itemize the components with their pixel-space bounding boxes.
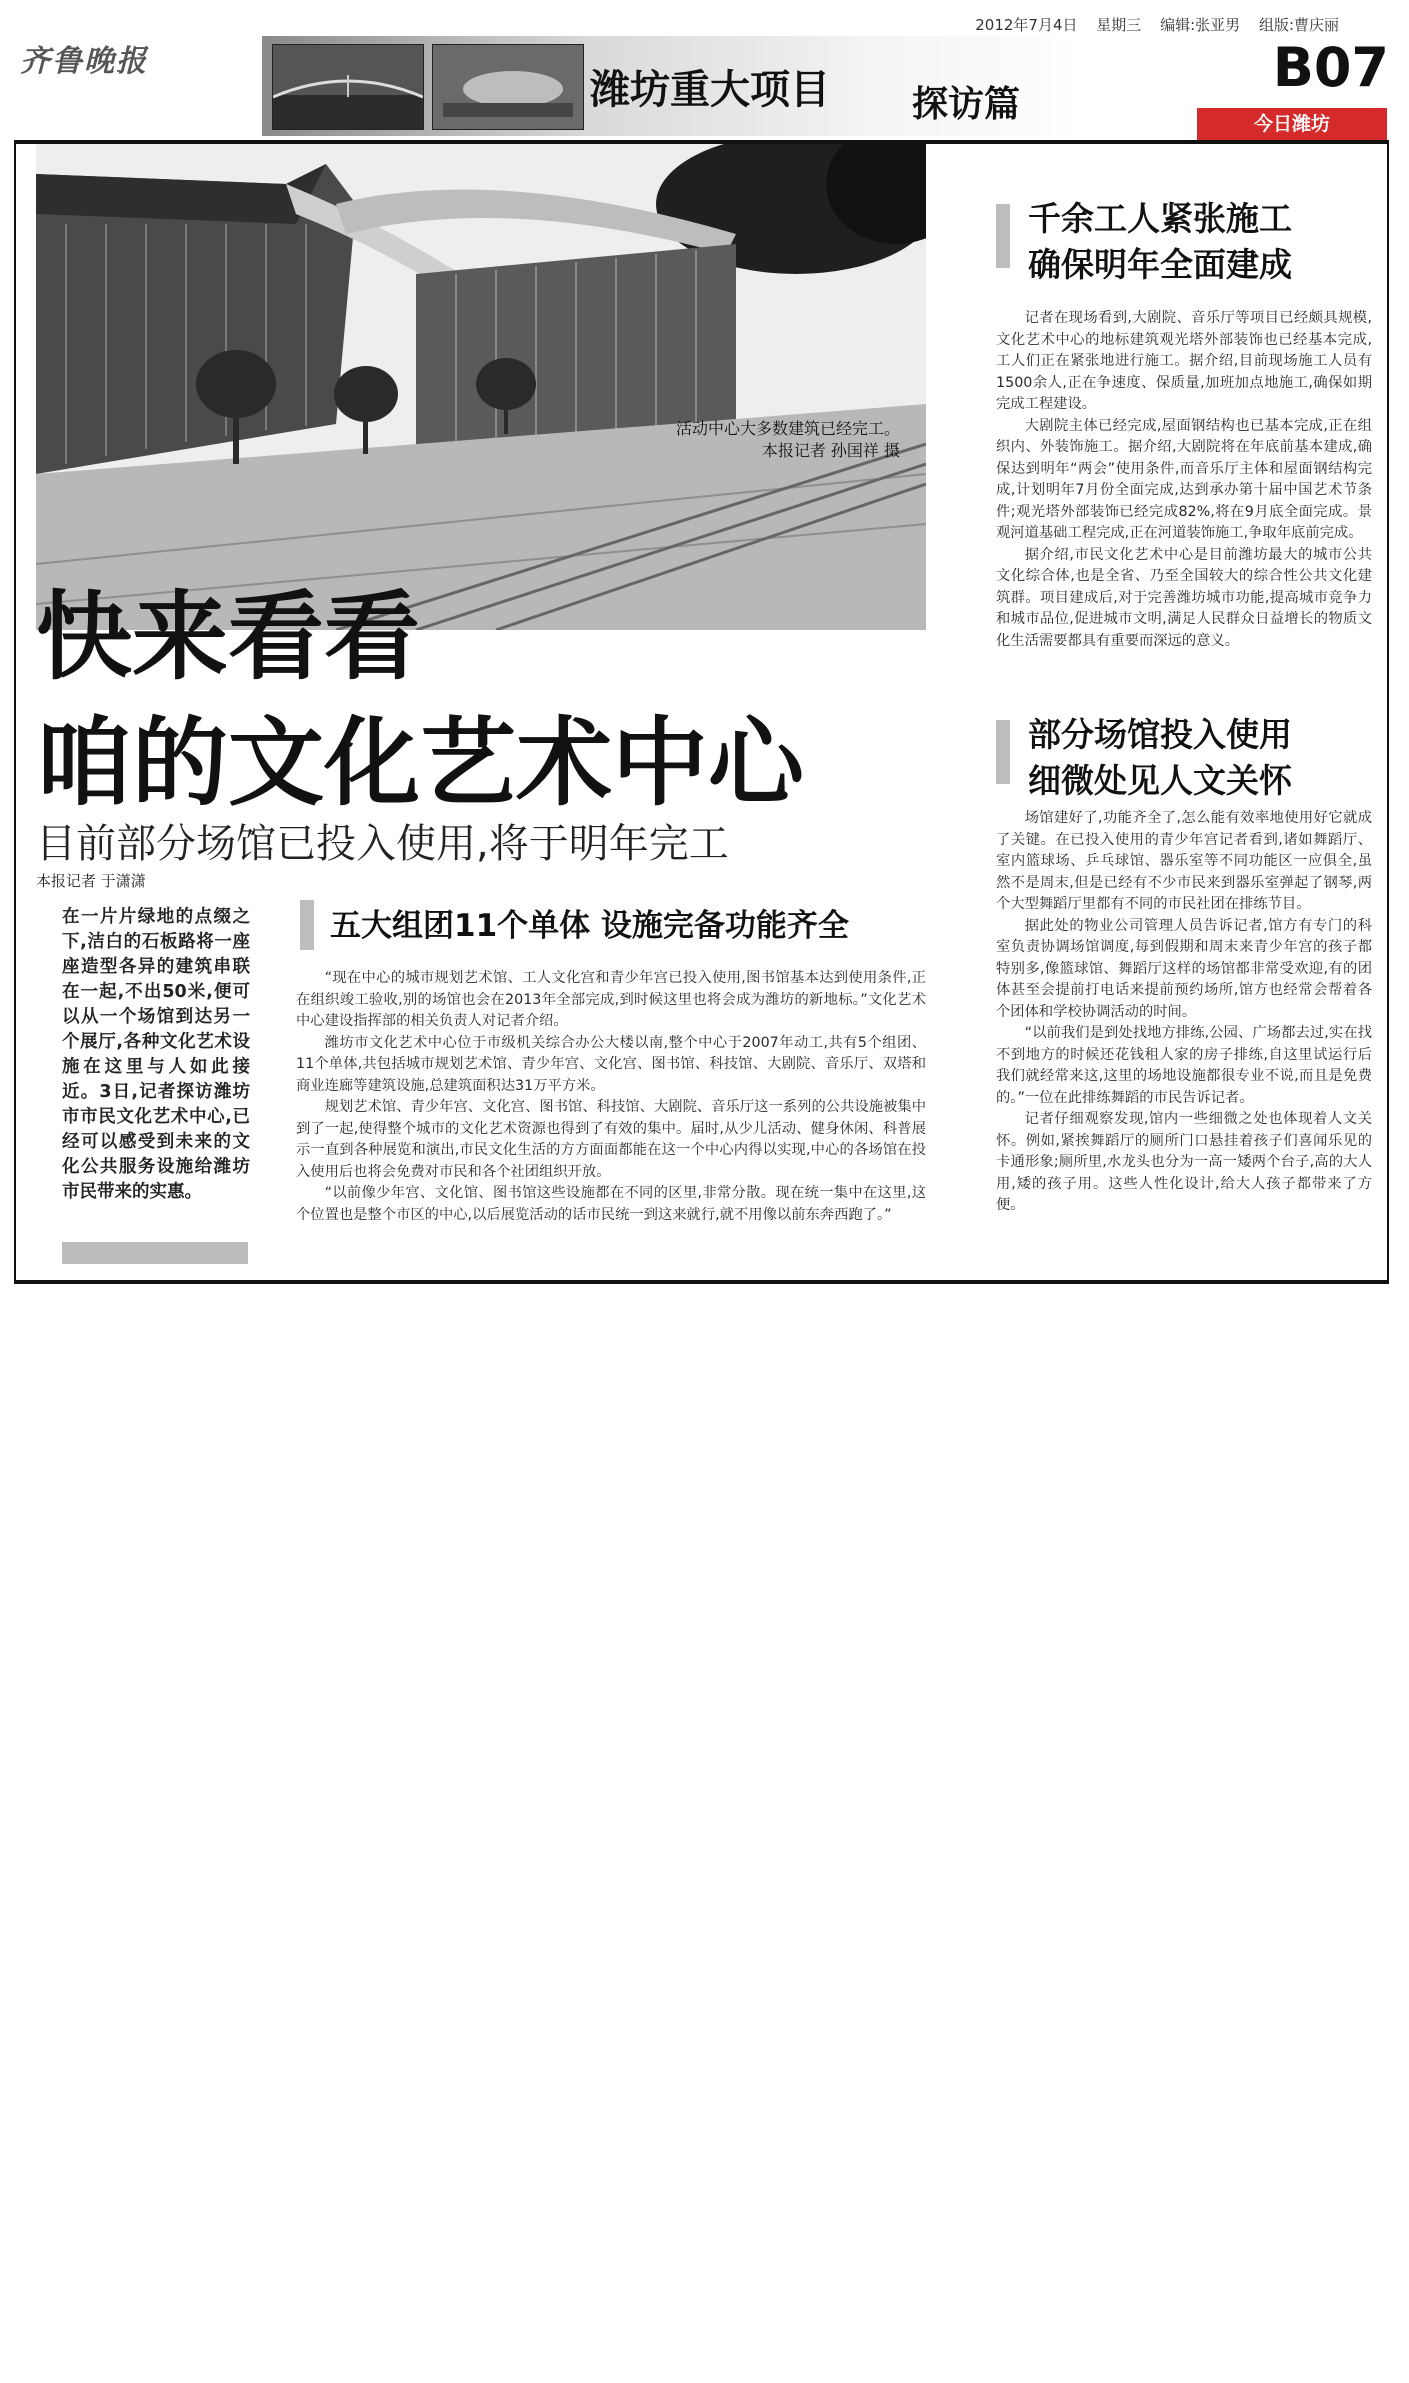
paragraph: “以前像少年宫、文化馆、图书馆这些设施都在不同的区里,非常分散。现在统一集中在这里,这个位置也是整个市区的中心,以后展览活动的话市民统一到这来就行,就不用像以前东奔西跑了。” — [296, 1185, 926, 1223]
headline-line-1: 快来看看 — [36, 581, 420, 693]
photo-caption — [676, 418, 900, 462]
section-body-mid — [296, 968, 926, 1226]
issue-weekday: 星期三 — [1096, 16, 1142, 34]
paragraph: 场馆建好了,功能齐全了,怎么能有效率地使用好它就成了关键。在已投入使用的青少年宫记者看到,诸如舞蹈厅、室内篮球场、乒乓球馆、器乐室等不同功能区一应俱全,虽然不是周末,但是已经有不少市民来到器乐室弹起了钢琴,两个大型舞蹈厅里都有不同的市民社团在排练节目。 — [996, 810, 1372, 912]
issue-editor: 编辑:张亚男 — [1160, 16, 1241, 34]
paragraph: 据此处的物业公司管理人员告诉记者,馆方有专门的科室负责协调场馆调度,每到假期和周末来青少年宫的孩子都特别多,像篮球馆、舞蹈厅这样的场馆都非常受欢迎,有的团体甚至会提前打电话来提前预约场所,馆方也经常会帮着各个团体和学校协调活动的时间。 — [996, 917, 1372, 1020]
paragraph: “现在中心的城市规划艺术馆、工人文化宫和青少年宫已投入使用,图书馆基本达到使用条件,正在组织竣工验收,别的场馆也会在2013年全部完成,到时候这里也将会成为潍坊的新地标。”文化艺术中心建设指挥部的相关负责人对记者介绍。 — [296, 970, 926, 1029]
paragraph: 记者仔细观察发现,馆内一些细微之处也体现着人文关怀。例如,紧挨舞蹈厅的厕所门口悬挂着孩子们喜闻乐见的卡通形象;厕所里,水龙头也分为一高一矮两个台子,高的大人用,矮的孩子用。这些人性化设计,给大人孩子都带来了方便。 — [996, 1111, 1372, 1213]
section-heading-right-2 — [1028, 712, 1292, 804]
bottom-rule — [14, 1280, 1389, 1284]
headline-subtitle: 目前部分场馆已投入使用,将于明年完工 — [36, 821, 729, 867]
section-body-right-2 — [996, 808, 1372, 1217]
section-heading-right-1 — [1028, 196, 1292, 288]
section-tab: 今日潍坊 — [1197, 108, 1387, 140]
banner-title: 潍坊重大项目 — [590, 67, 830, 113]
paragraph: 潍坊市文化艺术中心位于市级机关综合办公大楼以南,整个中心于2007年动工,共有5个组团、11个单体,共包括城市规划艺术馆、青少年宫、文化宫、图书馆、科技馆、大剧院、音乐厅、双塔和商业连廊等建筑设施,总建筑面积达31万平方米。 — [296, 1034, 926, 1094]
section-body-right-1 — [996, 308, 1372, 652]
issue-date: 2012年7月4日 — [975, 16, 1078, 34]
heading-line: 细微处见人文关怀 — [1028, 761, 1292, 800]
issue-meta — [961, 14, 1339, 35]
heading-line: 部分场馆投入使用 — [1028, 715, 1292, 754]
heading-bar-mid — [300, 900, 314, 950]
headline-line-2: 咱的文化艺术中心 — [36, 707, 804, 819]
section-heading-mid: 五大组团11个单体 设施完备功能齐全 — [330, 908, 849, 944]
heading-line: 千余工人紧张施工 — [1028, 199, 1292, 238]
heading-bar-right-1 — [996, 204, 1010, 268]
banner-photo-bridge — [272, 44, 424, 130]
lead-decor-bar — [62, 1242, 248, 1264]
paragraph: 记者在现场看到,大剧院、音乐厅等项目已经颇具规模,文化艺术中心的地标建筑观光塔外部装饰也已经基本完成,工人们正在紧张地进行施工。据介绍,目前现场施工人员有1500余人,正在争速度、保质量,加班加点地施工,确保如期完成工程建设。 — [996, 310, 1372, 412]
paragraph: 大剧院主体已经完成,屋面钢结构也已基本完成,正在组织内、外装饰施工。据介绍,大剧院将在年底前基本建成,确保达到明年“两会”使用条件,而音乐厅主体和屋面钢结构完成,计划明年7月份全面完成,达到承办第十届中国艺术节条件;观光塔外部装饰已经完成82%,将在9月底全面完成。景观河道基础工程完成,正在河道装饰施工,争取年底前完成。 — [996, 417, 1372, 541]
page-number: B07 — [1272, 36, 1389, 99]
newspaper-logo: 齐鲁晚报 — [20, 44, 148, 79]
banner-subtitle: 探访篇 — [912, 84, 1021, 125]
lead-paragraph: 在一片片绿地的点缀之下,洁白的石板路将一座座造型各异的建筑串联在一起,不出50米,便可以从一个场馆到达另一个展厅,各种文化艺术设施在这里与人如此接近。3日,记者探访潍坊市市民文化艺术中心,已经可以感受到未来的文化公共服务设施给潍坊市民带来的实惠。 — [62, 907, 250, 1202]
frame-right — [1387, 140, 1389, 1282]
main-photo — [36, 144, 926, 630]
building-illustration — [36, 144, 926, 630]
paragraph: “以前我们是到处找地方排练,公园、广场都去过,实在找不到地方的时候还花钱租人家的房子排练,自这里试运行后我们就经常来这,这里的场地设施都很专业不说,而且是免费的。”一位在此排练舞蹈的市民告诉记者。 — [996, 1025, 1372, 1106]
heading-bar-right-2 — [996, 720, 1010, 784]
article-byline: 本报记者 于潇潇 — [36, 872, 146, 890]
frame-left — [14, 140, 16, 1282]
caption-line-1: 活动中心大多数建筑已经完工。 — [676, 419, 901, 438]
issue-layout: 组版:曹庆丽 — [1258, 16, 1339, 34]
paragraph: 规划艺术馆、青少年宫、文化宫、图书馆、科技馆、大剧院、音乐厅这一系列的公共设施被集中到了一起,使得整个城市的文化艺术资源也得到了有效的集中。届时,从少儿活动、健身休闲、科普展示一直到各种展览和演出,市民文化生活的方方面面都能在这一个中心内得以实现,中心的各场馆在投入使用后也将会免费对市民和各个社团组织开放。 — [296, 1099, 926, 1180]
banner-photo-aerial — [432, 44, 584, 130]
caption-line-2: 本报记者 孙国祥 摄 — [761, 441, 901, 460]
paragraph: 据介绍,市民文化艺术中心是目前潍坊最大的城市公共文化综合体,也是全省、乃至全国较大的综合性公共文化建筑群。项目建成后,对于完善潍坊城市功能,提高城市竞争力和城市品位,促进城市文明,满足人民群众日益增长的物质文化生活需要都具有重要而深远的意义。 — [996, 546, 1372, 649]
heading-line: 确保明年全面建成 — [1028, 245, 1292, 284]
